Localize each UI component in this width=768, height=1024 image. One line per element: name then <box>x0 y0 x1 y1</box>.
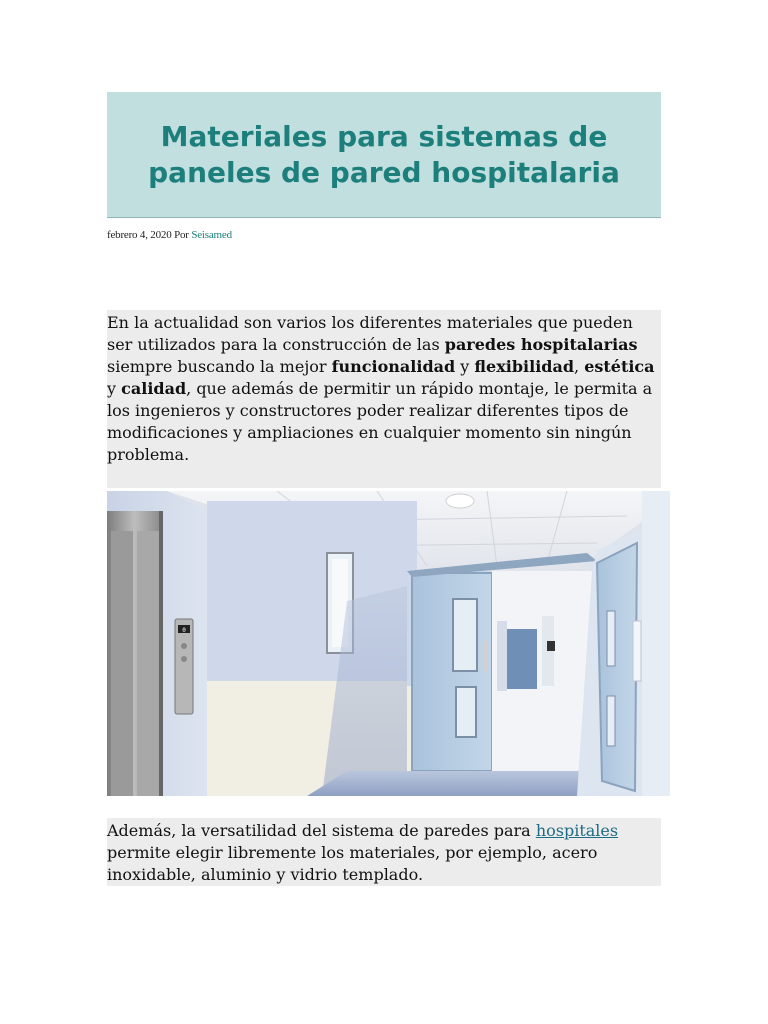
second-paragraph <box>107 818 661 886</box>
by-label: Por <box>174 229 189 241</box>
title-banner <box>107 92 661 218</box>
intro-text-5: y <box>107 379 122 398</box>
keyword-flexibilidad: flexibilidad <box>474 357 575 376</box>
title-line-2: paneles de pared hospitalaria <box>148 155 620 189</box>
keyword-paredes: paredes hospitalarias <box>444 335 638 354</box>
post-meta <box>107 229 232 241</box>
intro-text-2: siempre buscando la mejor <box>107 357 332 376</box>
intro-text-3: y <box>455 357 475 376</box>
post-date: febrero 4, 2020 <box>107 229 172 241</box>
keyword-estetica: estética <box>584 357 655 376</box>
hospital-corridor-photo <box>107 491 670 796</box>
hospitales-link[interactable]: hospitales <box>535 821 619 840</box>
intro-text-6: , que además de permitir un rápido montaje, le permita a los ingenieros y constructores poder realizar diferentes tipos de modificaciones y ampliaciones en cualquier momento sin ningún problema. <box>107 379 653 464</box>
intro-text-4: , <box>574 357 585 376</box>
page-title <box>138 119 630 191</box>
keyword-calidad: calidad <box>121 379 187 398</box>
author-link[interactable]: Seisamed <box>191 229 232 241</box>
intro-paragraph <box>107 310 661 488</box>
keyword-funcionalidad: funcionalidad <box>331 357 456 376</box>
second-text-2: permite elegir libremente los materiales, por ejemplo, acero inoxidable, aluminio y vidrio templado. <box>107 843 598 884</box>
second-text-1: Además, la versatilidad del sistema de paredes para <box>107 821 536 840</box>
elevator-display-digit: 0 <box>182 627 186 634</box>
intro-text-1: En la actualidad son varios los diferentes materiales que pueden ser utilizados para la construcción de las <box>107 313 633 354</box>
title-line-1: Materiales para sistemas de <box>160 119 608 153</box>
